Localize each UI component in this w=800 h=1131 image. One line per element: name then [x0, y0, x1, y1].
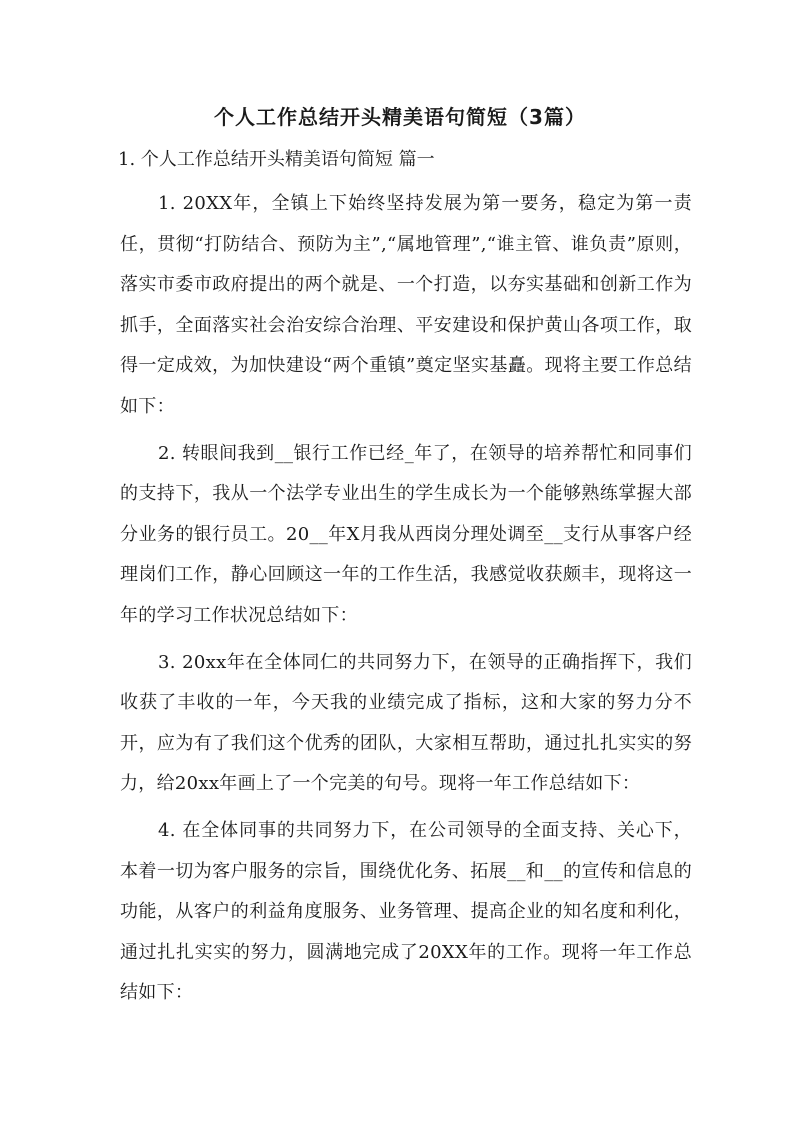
paragraph-4: 4. 在全体同事的共同努力下，在公司领导的全面支持、关心下，本着一切为客户服务的宗旨，围绕优化务、拓展__和__的宣传和信息的功能，从客户的利益角度服务、业务管理、提高企业的知名度和利化，通过扎扎实实的努力，圆满地完成了20XX年的工作。现将一年工作总结如下： — [120, 819, 692, 1004]
document-title: 个人工作总结开头精美语句简短（3篇） — [214, 105, 586, 129]
paragraph-3: 3. 20xx年在全体同仁的共同努力下，在领导的正确指挥下，我们收获了丰收的一年，今天我的业绩完成了指标，这和大家的努力分不开，应为有了我们这个优秀的团队，大家相互帮助，通过扎扎实实的努力，给20xx年画上了一个完美的句号。现将一年工作总结如下： — [120, 651, 692, 795]
section-heading: 1. 个人工作总结开头精美语句简短 篇一 — [118, 149, 435, 170]
paragraph-1: 1. 20XX年，全镇上下始终坚持发展为第一要务，稳定为第一责任，贯彻“打防结合、预防为主”,“属地管理”,“谁主管、谁负责”原则，落实市委市政府提出的两个就是、一个打造，以夯实基础和创新工作为抓手，全面落实社会治安综合治理、平安建设和保护黄山各项工作，取得一定成效，为加快建设“两个重镇”奠定坚实基矗。现将主要工作总结如下： — [120, 193, 692, 417]
paragraph-2: 2. 转眼间我到__银行工作已经_年了，在领导的培养帮忙和同事们的支持下，我从一个法学专业出生的学生成长为一个能够熟练掌握大部分业务的银行员工。20__年X月我从西岗分理处调至__支行从事客户经理岗们工作，静心回顾这一年的工作生活，我感觉收获颇丰，现将这一年的学习工作状况总结如下： — [120, 442, 692, 626]
document-body — [120, 184, 692, 1020]
